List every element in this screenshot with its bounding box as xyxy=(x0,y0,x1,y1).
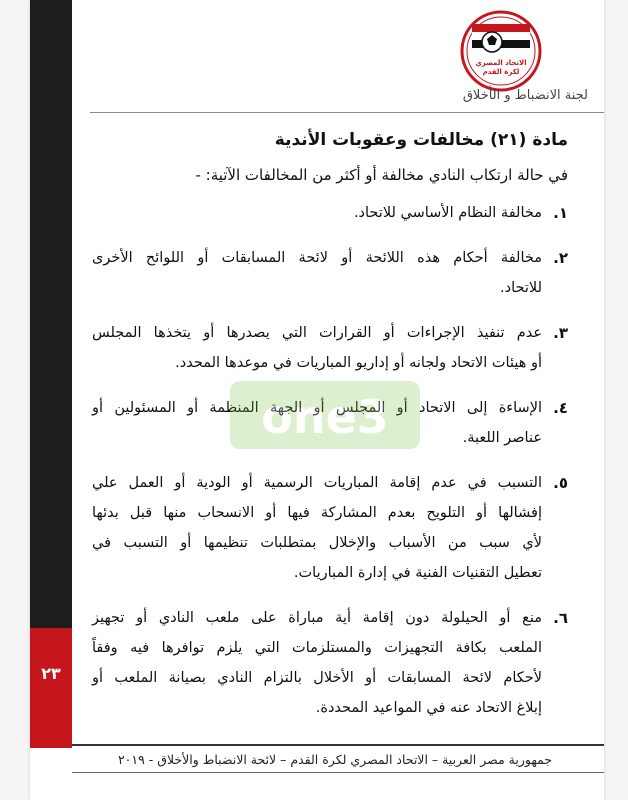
item-text-line: الإساءة إلى الاتحاد أو المجلس أو الجهة المنظمة أو المسئولين أو xyxy=(92,400,542,416)
federation-logo xyxy=(460,10,542,92)
item-text-line: عناصر اللعبة. xyxy=(462,430,542,446)
footer-text: جمهورية مصر العربية – الاتحاد المصري لكرة القدم – لائحة الانضباط والأخلاق - ٢٠١٩ xyxy=(117,752,553,767)
item-text-line: للاتحاد. xyxy=(500,280,542,296)
item-number: ٣. xyxy=(553,324,568,342)
item-text-line: لأحكام لائحة المسابقات أو الأخلال بالتزام النادي بصيانة الملعب أو xyxy=(92,670,542,686)
item-text-line: مخالفة النظام الأساسي للاتحاد. xyxy=(353,205,542,221)
item-text-line: منع أو الحيلولة دون إقامة أية مباراة على ملعب النادي أو تجهيز xyxy=(92,610,542,626)
svg-text:one3: one3 xyxy=(261,390,389,444)
item-text-line: إبلاغ الاتحاد عنه في المواعيد المحددة. xyxy=(315,700,542,716)
footer-divider-bottom xyxy=(72,772,604,773)
violations-list xyxy=(92,198,568,738)
violation-item xyxy=(92,468,568,588)
header-divider xyxy=(90,112,604,113)
article-intro: في حالة ارتكاب النادي مخالفة أو أكثر من المخالفات الآتية: - xyxy=(195,166,568,184)
item-number: ١. xyxy=(553,204,568,222)
sidebar-band xyxy=(30,0,72,628)
committee-name: لجنة الانضباط و الأخلاق xyxy=(462,88,588,103)
svg-text:لكرة القدم: لكرة القدم xyxy=(482,68,520,76)
item-number: ٦. xyxy=(553,609,568,627)
footer-divider xyxy=(72,744,604,746)
violation-item xyxy=(92,318,568,378)
item-text-line: مخالفة أحكام هذه اللائحة أو لائحة المسابقات أو اللوائح الأخرى xyxy=(92,250,542,266)
violation-item xyxy=(92,393,568,453)
item-text-line: أو هيئات الاتحاد ولجانه أو إداريو المباريات في موعدها المحدد. xyxy=(175,355,542,371)
item-number: ٢. xyxy=(553,249,568,267)
item-text-line: تعطيل التقنيات الفنية في إدارة المباريات. xyxy=(293,565,542,581)
item-text-line: الملعب بكافة التجهيزات والمستلزمات التي يلزم توافرها فيه وفقاً xyxy=(92,640,542,656)
item-number: ٤. xyxy=(553,399,568,417)
item-text-line: إفشالها أو التلويح بعدم المشاركة فيها أو الانسحاب منها قبل بدئها xyxy=(92,505,542,521)
violation-item xyxy=(92,243,568,303)
svg-text:الاتحاد المصري: الاتحاد المصري xyxy=(475,59,527,67)
item-text-line: التسبب في عدم إقامة المباريات الرسمية أو الودية أو العمل علي xyxy=(92,475,542,491)
article-title: مادة (٢١) مخالفات وعقوبات الأندية xyxy=(274,130,568,150)
violation-item xyxy=(92,603,568,723)
item-number: ٥. xyxy=(553,474,568,492)
page-number-band xyxy=(30,628,72,748)
page-number: ٢٣ xyxy=(41,664,61,683)
item-text-line: لأي سبب من الأسباب والإخلال بمتطلبات تنظيمها أو التسبب في xyxy=(92,535,542,551)
violation-item xyxy=(92,198,568,228)
item-text-line: عدم تنفيذ الإجراءات أو القرارات التي يصدرها أو يتخذها المجلس xyxy=(92,325,542,341)
